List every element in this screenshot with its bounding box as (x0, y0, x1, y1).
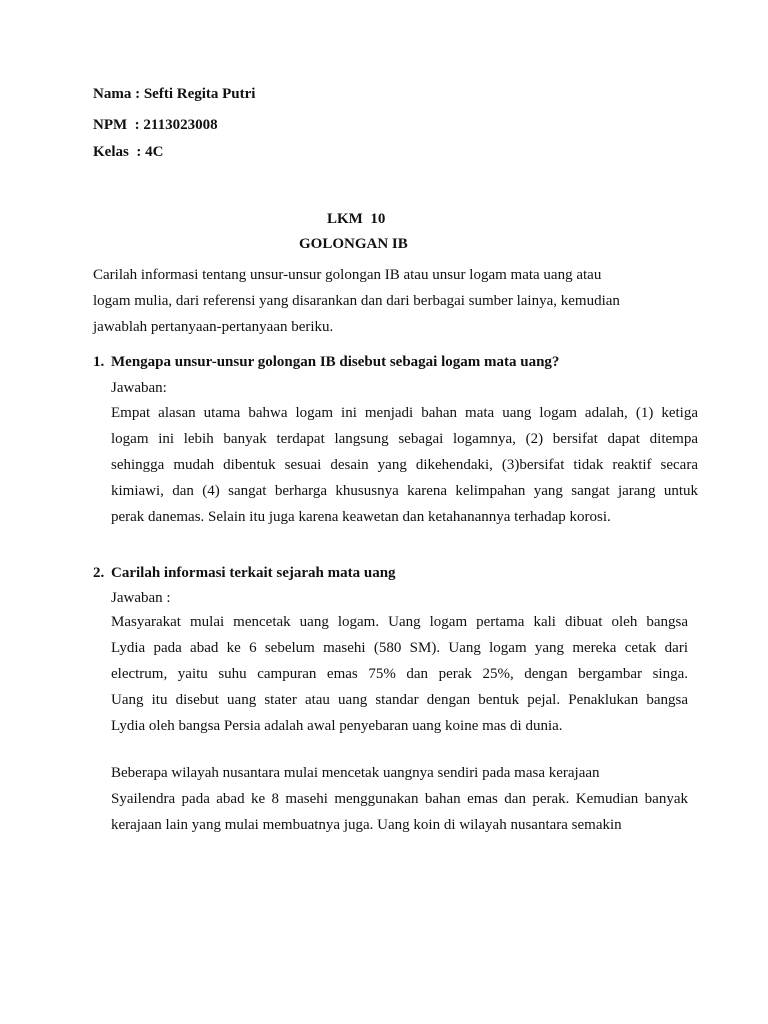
question-2-answer-continued (111, 760, 688, 838)
intro-paragraph (93, 262, 653, 340)
student-name: Nama : Sefti Regita Putri (93, 86, 256, 102)
question-2-answer (111, 609, 688, 739)
intro-line: Carilah informasi tentang unsur-unsur golongan IB atau unsur logam mata uang atau (93, 267, 602, 283)
answer-line: Lydia pada abad ke 6 sebelum masehi (580 SM). Uang logam yang mereka cetak dari (111, 640, 688, 656)
question-2-answer-label: Jawaban : (111, 590, 171, 606)
student-class: Kelas : 4C (93, 144, 164, 160)
intro-line: jawablah pertanyaan-pertanyaan beriku. (93, 319, 334, 335)
answer-line: Beberapa wilayah nusantara mulai mencetak uangnya sendiri pada masa kerajaan (111, 765, 600, 781)
answer-line: Empat alasan utama bahwa logam ini menjadi bahan mata uang logam adalah, (1) ketiga (111, 405, 698, 421)
question-2-title: Carilah informasi terkait sejarah mata uang (111, 565, 396, 581)
answer-line: Syailendra pada abad ke 8 masehi menggunakan bahan emas dan perak. Kemudian banyak (111, 791, 688, 807)
answer-line: kimiawi, dan (4) sangat berharga khususnya karena kelimpahan yang sangat jarang untuk (111, 483, 698, 499)
answer-line: perak danemas. Selain itu juga karena keawetan dan ketahanannya terhadap korosi. (111, 509, 611, 525)
intro-line: logam mulia, dari referensi yang disarankan dan dari berbagai sumber lainya, kemudian (93, 293, 620, 309)
answer-line: Masyarakat mulai mencetak uang logam. Uang logam pertama kali dibuat oleh bangsa (111, 614, 688, 630)
answer-line: sehingga mudah dibentuk sesuai desain yang dikehendaki, (3)bersifat tidak reaktif secara (111, 457, 698, 473)
student-npm: NPM : 2113023008 (93, 117, 218, 133)
question-1-number: 1. (93, 354, 105, 370)
question-2-number: 2. (93, 565, 105, 581)
document-subtitle: GOLONGAN IB (299, 236, 408, 252)
answer-line: Lydia oleh bangsa Persia adalah awal penyebaran uang koine mas di dunia. (111, 718, 563, 734)
answer-line: electrum, yaitu suhu campuran emas 75% dan perak 25%, dengan bergambar singa. (111, 666, 688, 682)
document-title: LKM 10 (327, 211, 386, 227)
answer-line: Uang itu disebut uang stater atau uang standar dengan bentuk pejal. Penaklukan bangsa (111, 692, 688, 708)
question-1-answer-label: Jawaban: (111, 380, 167, 396)
answer-line: kerajaan lain yang mulai membuatnya juga. Uang koin di wilayah nusantara semakin (111, 817, 622, 833)
answer-line: logam ini lebih banyak terdapat langsung sebagai logamnya, (2) bersifat dapat ditempa (111, 431, 698, 447)
question-1-title: Mengapa unsur-unsur golongan IB disebut sebagai logam mata uang? (111, 354, 560, 370)
question-1-answer (111, 400, 698, 530)
